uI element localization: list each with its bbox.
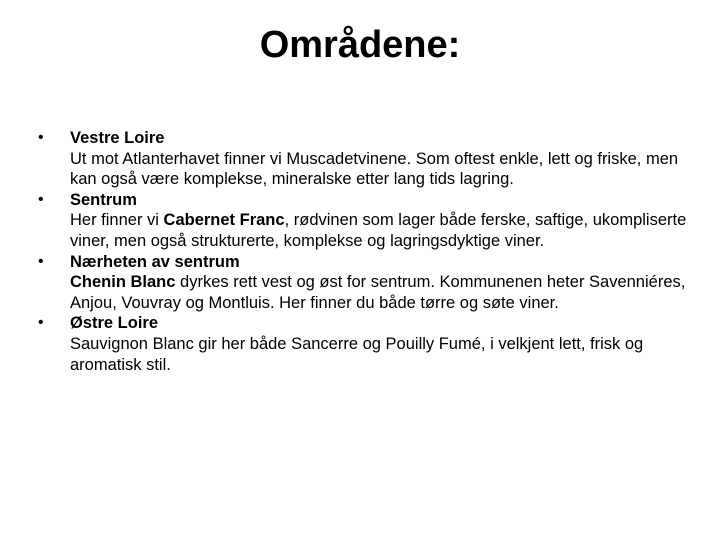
item-body-text: dyrkes rett vest og øst for sentrum. Kommunenen heter Savenniéres, Anjou, Vouvray og Montluis. Her finner du både tørre og søte viner. [70, 273, 686, 312]
bullet-icon: • [38, 314, 44, 332]
grape-name: Chenin Blanc [70, 273, 176, 292]
item-body: Ut mot Atlanterhavet finner vi Muscadetvinene. Som oftest enkle, lett og friske, men kan også være komplekse, mineralske etter lang tids lagring. [70, 149, 679, 189]
list-item-vestre-loire [38, 128, 688, 190]
item-body [70, 210, 688, 251]
item-heading: Østre Loire [70, 314, 159, 333]
item-body-text: , rødvinen som lager både ferske, saftige, ukompliserte viner, men også strukturerte, komplekse og lagringsdyktige viner. [70, 211, 687, 250]
item-heading: Nærheten av sentrum [70, 252, 240, 271]
bullet-icon: • [38, 129, 44, 146]
list-item-naerheten-av-sentrum [38, 252, 688, 314]
item-heading: Vestre Loire [70, 129, 165, 147]
item-body [70, 272, 688, 313]
list-item-sentrum [38, 190, 688, 252]
region-list [38, 128, 688, 375]
bullet-icon: • [38, 252, 44, 270]
item-body: Sauvignon Blanc gir her både Sancerre og Pouilly Fumé, i velkjent lett, frisk og aromatisk stil. [70, 334, 644, 374]
item-body-text: Her finner vi [70, 211, 164, 230]
list-item-ostre-loire [38, 313, 688, 375]
slide-title: Områdene: [259, 24, 461, 66]
item-heading: Sentrum [70, 190, 137, 209]
bullet-icon: • [38, 190, 44, 208]
grape-name: Cabernet Franc [163, 211, 285, 230]
